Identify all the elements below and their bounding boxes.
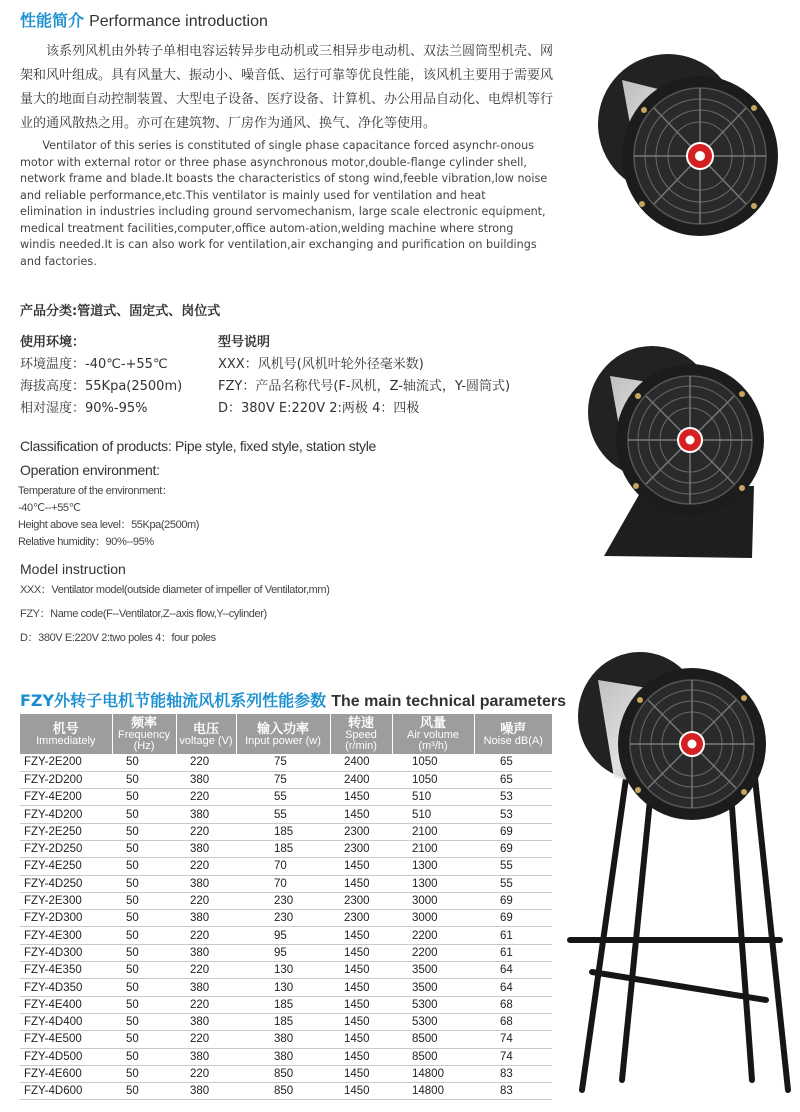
- cell-model: FZY-4D250: [20, 875, 112, 892]
- cell-model: FZY-4E350: [20, 962, 112, 979]
- cell-model: FZY-4E300: [20, 927, 112, 944]
- cell-model: FZY-4D400: [20, 1013, 112, 1030]
- table-row: [20, 1048, 552, 1065]
- params-title-en: The main technical parameters: [331, 693, 566, 710]
- environment-en-line: Height above sea level：55Kpa(2500m): [18, 519, 200, 531]
- cell-voltage: 380: [176, 771, 236, 788]
- cell-air-volume: 8500: [392, 1031, 474, 1048]
- cell-noise: 64: [474, 962, 552, 979]
- parameters-table: [20, 714, 552, 1100]
- table-body: [20, 754, 552, 1100]
- table-row: [20, 823, 552, 840]
- cell-voltage: 380: [176, 979, 236, 996]
- environment-en-heading: Operation environment:: [20, 462, 160, 478]
- cell-noise: 61: [474, 944, 552, 961]
- cell-noise: 65: [474, 771, 552, 788]
- cell-speed: 2300: [330, 892, 392, 909]
- cell-air-volume: 8500: [392, 1048, 474, 1065]
- cell-noise: 55: [474, 875, 552, 892]
- cell-air-volume: 510: [392, 806, 474, 823]
- environment-cn-humidity: 相对湿度：90%-95%: [20, 401, 148, 416]
- model-en-heading: Model instruction: [20, 561, 126, 577]
- cell-noise: 53: [474, 806, 552, 823]
- cell-frequency: 50: [112, 892, 176, 909]
- cell-air-volume: 1300: [392, 875, 474, 892]
- intro-paragraph-en: Ventilator of this series is constituted of single phase capacitance forced asynchr-onous motor with external rotor or three phase asynchronous motor,double-flange cylinder shell, network frame and blade.It boasts the characteristics of stong wind,feeble vibration,low noise and reliable performance,etc.This ventilator is mainly used for ventilation and heat elimination in industries including ground servomechanism, large scale electronic equipment, medical treatment facilities,computer,office autom-ation,welding machine where strong windis needed.It is can also work for ventilation,air exchanging and purification on buildings and factories.: [20, 139, 548, 268]
- cell-noise: 69: [474, 840, 552, 857]
- cell-input-power: 230: [236, 910, 330, 927]
- cell-input-power: 130: [236, 962, 330, 979]
- cell-speed: 1450: [330, 1048, 392, 1065]
- header-noise: 噪声 Noise dB(A): [474, 714, 552, 754]
- table-row: [20, 892, 552, 909]
- model-cn-voltage: D：380V E:220V 2:两极 4：四极: [218, 401, 420, 416]
- cell-model: FZY-4E600: [20, 1065, 112, 1082]
- cell-model: FZY-2E200: [20, 754, 112, 771]
- cell-air-volume: 2100: [392, 840, 474, 857]
- cell-air-volume: 510: [392, 789, 474, 806]
- cell-input-power: 380: [236, 1031, 330, 1048]
- cell-model: FZY-2D200: [20, 771, 112, 788]
- cell-voltage: 380: [176, 1083, 236, 1100]
- cell-frequency: 50: [112, 962, 176, 979]
- model-cn-fzy: FZY：产品名称代号(F-风机，Z-轴流式，Y-圆筒式): [218, 379, 511, 394]
- cell-speed: 2300: [330, 910, 392, 927]
- model-cn-xxx: XXX：风机号(风机叶轮外径毫米数): [218, 357, 424, 372]
- cell-input-power: 230: [236, 892, 330, 909]
- cell-noise: 69: [474, 892, 552, 909]
- cell-input-power: 75: [236, 754, 330, 771]
- model-cn: [218, 332, 558, 420]
- cell-air-volume: 2200: [392, 944, 474, 961]
- cell-air-volume: 14800: [392, 1083, 474, 1100]
- table-row: [20, 962, 552, 979]
- header-air-volume: 风量 Air volume (m³/h): [392, 714, 474, 754]
- header-input-power: 输入功率 Input power (w): [236, 714, 330, 754]
- cell-model: FZY-4E250: [20, 858, 112, 875]
- duct-fan-image: [582, 40, 782, 240]
- table-row: [20, 858, 552, 875]
- cell-speed: 1450: [330, 1013, 392, 1030]
- cell-speed: 1450: [330, 927, 392, 944]
- cell-noise: 74: [474, 1031, 552, 1048]
- cell-noise: 68: [474, 1013, 552, 1030]
- cell-speed: 2400: [330, 754, 392, 771]
- cell-voltage: 220: [176, 1065, 236, 1082]
- cell-air-volume: 3000: [392, 892, 474, 909]
- cell-model: FZY-4D200: [20, 806, 112, 823]
- cell-air-volume: 3500: [392, 962, 474, 979]
- cell-model: FZY-4D600: [20, 1083, 112, 1100]
- cell-voltage: 380: [176, 944, 236, 961]
- cell-frequency: 50: [112, 1083, 176, 1100]
- cell-speed: 1450: [330, 996, 392, 1013]
- cell-air-volume: 5300: [392, 996, 474, 1013]
- cell-frequency: 50: [112, 875, 176, 892]
- cell-speed: 1450: [330, 962, 392, 979]
- cell-speed: 1450: [330, 1083, 392, 1100]
- fixed-fan-image: [574, 336, 774, 560]
- cell-air-volume: 1050: [392, 754, 474, 771]
- environment-cn-altitude: 海拔高度：55Kpa(2500m): [20, 379, 183, 394]
- cell-model: FZY-2E300: [20, 892, 112, 909]
- cell-frequency: 50: [112, 944, 176, 961]
- table-row: [20, 1013, 552, 1030]
- table-row: [20, 910, 552, 927]
- cell-frequency: 50: [112, 858, 176, 875]
- cell-input-power: 95: [236, 927, 330, 944]
- environment-en-line: -40℃--+55℃: [18, 502, 81, 514]
- cell-frequency: 50: [112, 823, 176, 840]
- cell-model: FZY-4E400: [20, 996, 112, 1013]
- cell-noise: 65: [474, 754, 552, 771]
- intro-paragraph-cn: 该系列风机由外转子单相电容运转异步电动机或三相异步电动机、双法兰圆筒型机壳、网架和风叶组成。具有风量大、振动小、噪音低、运行可靠等优良性能，该风机主要用于需要风量大的地面自动控制装置、大型电子设备、医疗设备、计算机、办公用品自动化、电焊机等行业的通风散热之用。亦可在建筑物、厂房作为通风、换气、净化等使用。: [20, 44, 554, 131]
- cell-model: FZY-4E200: [20, 789, 112, 806]
- model-en-line: D：380V E:220V 2:two poles 4：four poles: [20, 632, 216, 644]
- cell-input-power: 185: [236, 1013, 330, 1030]
- station-fan-image: [552, 640, 796, 1100]
- table-row: [20, 806, 552, 823]
- cell-frequency: 50: [112, 840, 176, 857]
- header-voltage: 电压 voltage (V): [176, 714, 236, 754]
- header-model: 机号 Immediately: [20, 714, 112, 754]
- cell-frequency: 50: [112, 771, 176, 788]
- environment-cn-temperature: 环境温度：-40℃-+55℃: [20, 357, 168, 372]
- cell-frequency: 50: [112, 910, 176, 927]
- cell-air-volume: 5300: [392, 1013, 474, 1030]
- classification-en: Classification of products: Pipe style, fixed style, station style: [20, 438, 377, 454]
- cell-speed: 1450: [330, 789, 392, 806]
- cell-voltage: 220: [176, 858, 236, 875]
- cell-noise: 69: [474, 910, 552, 927]
- cell-voltage: 220: [176, 892, 236, 909]
- table-row: [20, 1083, 552, 1100]
- cell-frequency: 50: [112, 789, 176, 806]
- cell-voltage: 220: [176, 1031, 236, 1048]
- cell-noise: 83: [474, 1083, 552, 1100]
- cell-voltage: 380: [176, 875, 236, 892]
- cell-voltage: 220: [176, 789, 236, 806]
- cell-input-power: 850: [236, 1083, 330, 1100]
- table-row: [20, 979, 552, 996]
- cell-input-power: 850: [236, 1065, 330, 1082]
- cell-input-power: 380: [236, 1048, 330, 1065]
- header-frequency: 频率 Frequency (Hz): [112, 714, 176, 754]
- cell-air-volume: 14800: [392, 1065, 474, 1082]
- cell-noise: 83: [474, 1065, 552, 1082]
- environment-en-line: Relative humidity：90%--95%: [18, 536, 154, 548]
- params-title-cn: FZY外转子电机节能轴流风机系列性能参数: [20, 691, 327, 710]
- cell-voltage: 220: [176, 823, 236, 840]
- model-en-line: XXX：Ventilator model(outside diameter of impeller of Ventilator,mm): [20, 584, 330, 596]
- model-en-line: FZY：Name code(F--Ventilator,Z--axis flow,Y--cylinder): [20, 608, 267, 620]
- cell-model: FZY-2D250: [20, 840, 112, 857]
- cell-voltage: 380: [176, 806, 236, 823]
- table-row: [20, 875, 552, 892]
- cell-air-volume: 1300: [392, 858, 474, 875]
- cell-input-power: 95: [236, 944, 330, 961]
- table-header-row: [20, 714, 552, 754]
- cell-noise: 68: [474, 996, 552, 1013]
- table-row: [20, 944, 552, 961]
- model-cn-heading: 型号说明: [218, 335, 271, 350]
- cell-speed: 1450: [330, 875, 392, 892]
- cell-model: FZY-4E500: [20, 1031, 112, 1048]
- cell-frequency: 50: [112, 1048, 176, 1065]
- cell-input-power: 55: [236, 806, 330, 823]
- cell-model: FZY-2E250: [20, 823, 112, 840]
- table-row: [20, 771, 552, 788]
- cell-voltage: 380: [176, 840, 236, 857]
- table-row: [20, 996, 552, 1013]
- cell-voltage: 220: [176, 962, 236, 979]
- cell-input-power: 70: [236, 858, 330, 875]
- cell-air-volume: 2200: [392, 927, 474, 944]
- cell-speed: 1450: [330, 979, 392, 996]
- cell-speed: 2400: [330, 771, 392, 788]
- cell-frequency: 50: [112, 1065, 176, 1082]
- cell-speed: 1450: [330, 1031, 392, 1048]
- cell-air-volume: 2100: [392, 823, 474, 840]
- table-row: [20, 840, 552, 857]
- cell-frequency: 50: [112, 1031, 176, 1048]
- cell-air-volume: 3000: [392, 910, 474, 927]
- table-row: [20, 1031, 552, 1048]
- cell-frequency: 50: [112, 754, 176, 771]
- cell-noise: 61: [474, 927, 552, 944]
- cell-air-volume: 3500: [392, 979, 474, 996]
- cell-frequency: 50: [112, 979, 176, 996]
- environment-cn: [20, 332, 182, 420]
- cell-frequency: 50: [112, 806, 176, 823]
- cell-voltage: 220: [176, 996, 236, 1013]
- intro-title-en: Performance introduction: [89, 13, 268, 30]
- cell-noise: 74: [474, 1048, 552, 1065]
- cell-frequency: 50: [112, 996, 176, 1013]
- cell-input-power: 130: [236, 979, 330, 996]
- cell-model: FZY-2D300: [20, 910, 112, 927]
- table-row: [20, 789, 552, 806]
- table-row: [20, 927, 552, 944]
- cell-frequency: 50: [112, 927, 176, 944]
- cell-input-power: 75: [236, 771, 330, 788]
- model-en: [20, 581, 329, 653]
- table-row: [20, 754, 552, 771]
- cell-voltage: 220: [176, 927, 236, 944]
- table-row: [20, 1065, 552, 1082]
- cell-model: FZY-4D500: [20, 1048, 112, 1065]
- cell-model: FZY-4D350: [20, 979, 112, 996]
- cell-speed: 2300: [330, 823, 392, 840]
- cell-speed: 1450: [330, 858, 392, 875]
- cell-noise: 69: [474, 823, 552, 840]
- cell-input-power: 185: [236, 996, 330, 1013]
- cell-input-power: 55: [236, 789, 330, 806]
- cell-noise: 53: [474, 789, 552, 806]
- cell-speed: 2300: [330, 840, 392, 857]
- cell-voltage: 380: [176, 1048, 236, 1065]
- environment-en: [18, 483, 199, 551]
- cell-voltage: 380: [176, 910, 236, 927]
- cell-voltage: 380: [176, 1013, 236, 1030]
- cell-voltage: 220: [176, 754, 236, 771]
- cell-frequency: 50: [112, 1013, 176, 1030]
- environment-en-line: Temperature of the environment：: [18, 485, 173, 497]
- cell-input-power: 70: [236, 875, 330, 892]
- cell-speed: 1450: [330, 806, 392, 823]
- classification-cn: 产品分类:管道式、固定式、岗位式: [20, 304, 221, 319]
- cell-speed: 1450: [330, 944, 392, 961]
- cell-air-volume: 1050: [392, 771, 474, 788]
- intro-title-cn: 性能简介: [20, 11, 85, 30]
- intro-title: [20, 8, 268, 31]
- cell-input-power: 185: [236, 823, 330, 840]
- header-speed: 转速 Speed (r/min): [330, 714, 392, 754]
- environment-cn-heading: 使用环境：: [20, 335, 86, 350]
- cell-noise: 64: [474, 979, 552, 996]
- cell-speed: 1450: [330, 1065, 392, 1082]
- cell-noise: 55: [474, 858, 552, 875]
- cell-input-power: 185: [236, 840, 330, 857]
- cell-model: FZY-4D300: [20, 944, 112, 961]
- params-title: [20, 688, 566, 711]
